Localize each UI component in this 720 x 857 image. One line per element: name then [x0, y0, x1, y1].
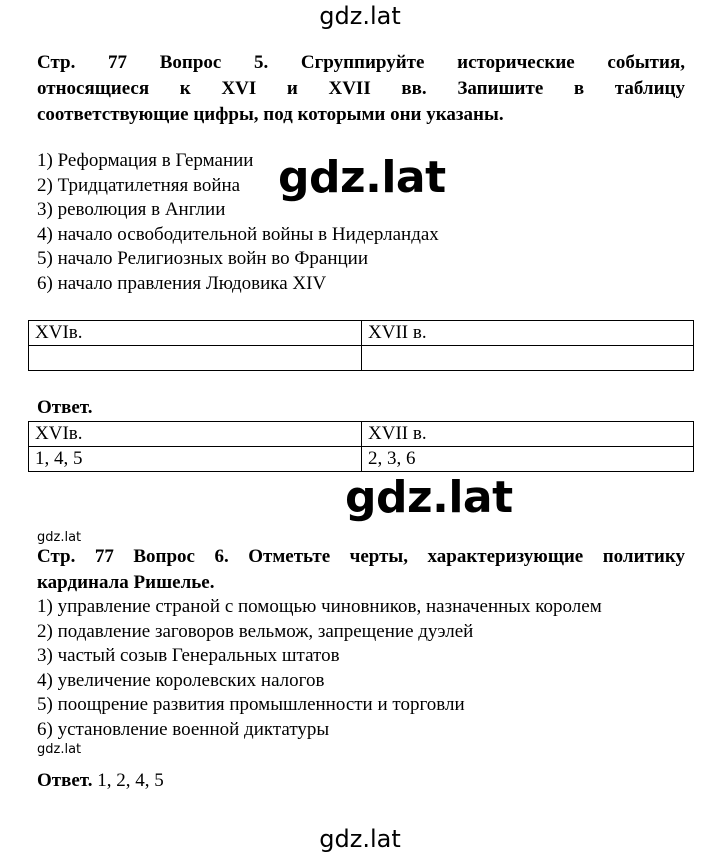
- list-item: 5) начало Религиозных войн во Франции: [37, 248, 368, 270]
- watermark-large: gdz.lat: [278, 152, 446, 203]
- question-5-answer-table: [28, 421, 694, 472]
- question-6-trait-list: [37, 595, 602, 743]
- list-item: 2) подавление заговоров вельмож, запрещение дуэлей: [37, 620, 474, 642]
- table-row: [29, 321, 694, 346]
- question-6-line: кардинала Ришелье.: [37, 572, 215, 593]
- list-item: 3) революция в Англии: [37, 199, 226, 221]
- list-item: 5) поощрение развития промышленности и торговли: [37, 694, 465, 716]
- question-6-heading: [37, 544, 685, 596]
- table-header-cell: XVIв.: [29, 321, 362, 346]
- list-item: 4) увеличение королевских налогов: [37, 669, 325, 691]
- table-row: [29, 346, 694, 371]
- table-row: [29, 422, 694, 447]
- table-row: [29, 447, 694, 472]
- watermark-bottom: gdz.lat: [319, 825, 401, 853]
- watermark-small: gdz.lat: [37, 742, 82, 757]
- question-5-heading: [37, 50, 685, 128]
- watermark-small: gdz.lat: [37, 530, 82, 545]
- question-5-blank-table: [28, 320, 694, 371]
- list-item: 1) Реформация в Германии: [37, 150, 254, 171]
- table-cell: 1, 4, 5: [29, 447, 362, 472]
- table-cell: 2, 3, 6: [362, 447, 694, 472]
- list-item: 3) частый созыв Генеральных штатов: [37, 645, 340, 667]
- list-item: 1) управление страной с помощью чиновников, назначенных королем: [37, 596, 602, 617]
- question-5-line: Стр. 77 Вопрос 5. Сгруппируйте исторические события,: [37, 52, 685, 73]
- question-5-line: соответствующие цифры, под которыми они указаны.: [37, 104, 504, 125]
- answer-value: 1, 2, 4, 5: [92, 770, 164, 791]
- table-header-cell: XVII в.: [362, 422, 694, 447]
- question-6-line: Стр. 77 Вопрос 6. Отметьте черты, характеризующие политику: [37, 546, 685, 567]
- question-6-answer: [37, 770, 164, 792]
- list-item: 4) начало освободительной войны в Нидерландах: [37, 223, 439, 245]
- list-item: 6) установление военной диктатуры: [37, 718, 330, 740]
- watermark-top: gdz.lat: [319, 2, 401, 30]
- list-item: 2) Тридцатилетняя война: [37, 174, 241, 196]
- table-cell: [29, 346, 362, 371]
- watermark-large: gdz.lat: [345, 472, 513, 523]
- table-cell: [362, 346, 694, 371]
- list-item: 6) начало правления Людовика XIV: [37, 272, 327, 294]
- table-header-cell: XVIв.: [29, 422, 362, 447]
- table-header-cell: XVII в.: [362, 321, 694, 346]
- answer-label: Ответ.: [37, 770, 93, 791]
- question-5-line: относящиеся к XVI и XVII вв. Запишите в таблицу: [37, 78, 685, 99]
- question-5-answer-label: Ответ.: [37, 397, 93, 418]
